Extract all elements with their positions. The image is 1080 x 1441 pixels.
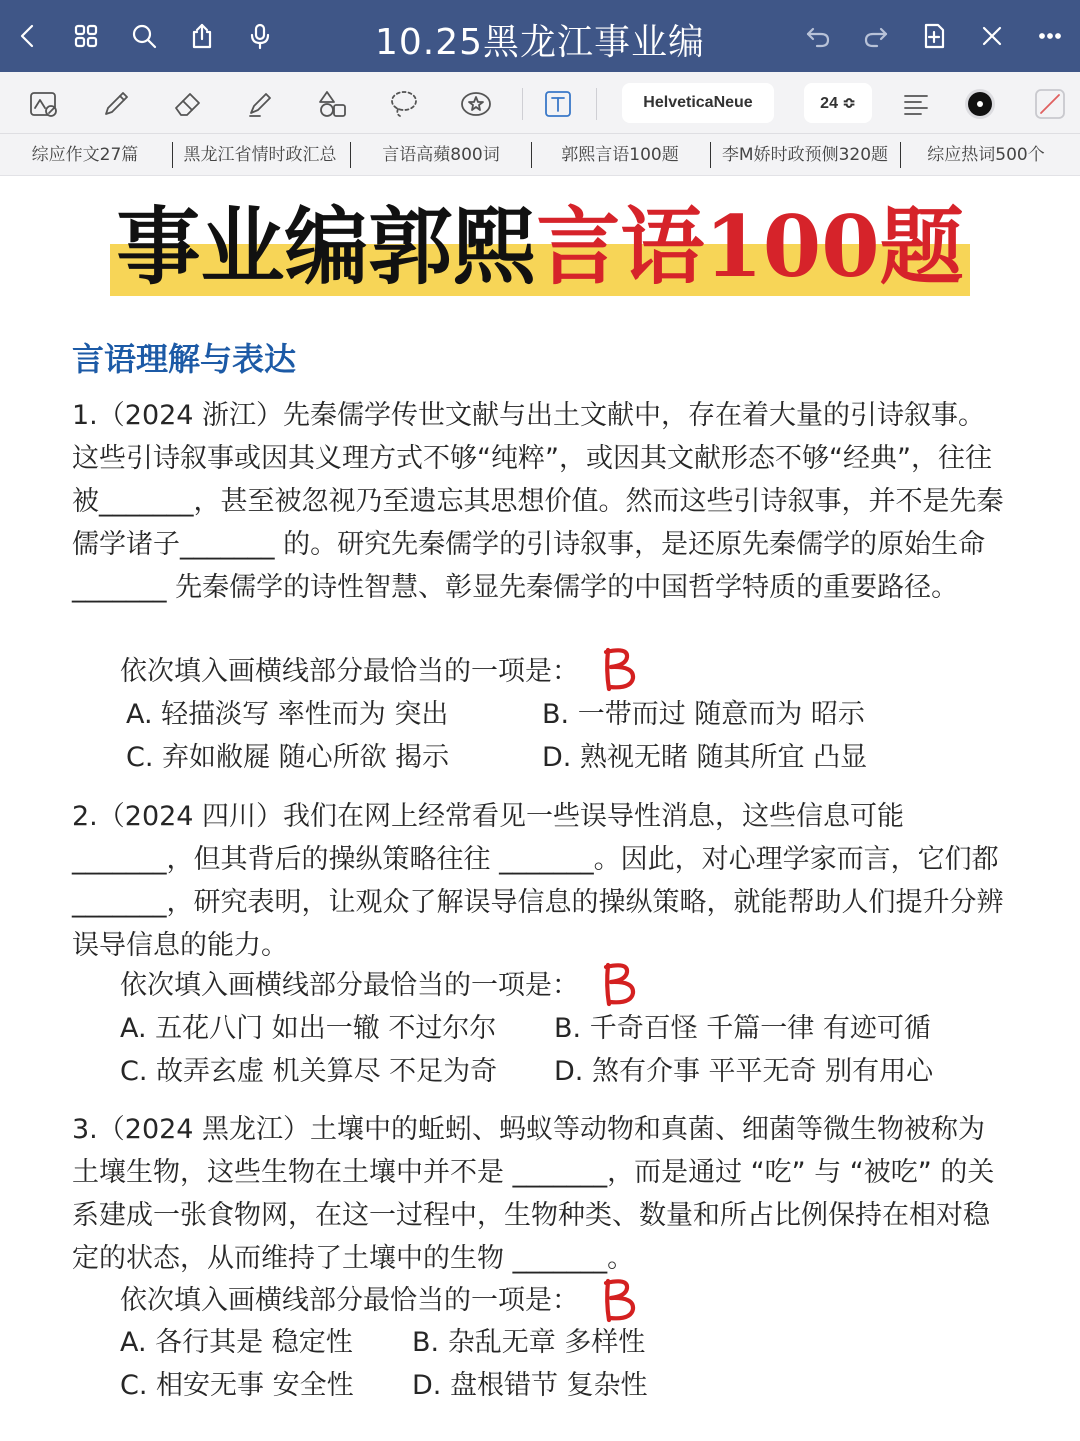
question-3-option-b: B. 杂乱无章 多样性 xyxy=(412,1327,646,1358)
bookmark-tabs xyxy=(0,134,1080,176)
page-title: 10.25黑龙江事业编 xyxy=(374,22,706,63)
redo-icon[interactable] xyxy=(858,18,894,54)
question-1-option-d: D. 熟视无睹 随其所宜 凸显 xyxy=(542,742,868,773)
tab-item[interactable]: 李M娇时政预侧320题 xyxy=(721,145,889,165)
tab-divider xyxy=(172,142,173,168)
add-page-icon[interactable] xyxy=(916,18,952,54)
question-2-option-b: B. 千奇百怪 千篇一律 有迹可循 xyxy=(554,1013,931,1044)
tab-divider xyxy=(900,142,901,168)
handwritten-answer-b-icon xyxy=(600,960,640,1008)
sticker-icon[interactable] xyxy=(454,82,498,126)
grid-icon[interactable] xyxy=(68,18,104,54)
back-icon[interactable] xyxy=(10,18,46,54)
section-heading: 言语理解与表达 xyxy=(72,340,297,378)
toolbar-divider xyxy=(596,88,597,120)
question-1-option-c: C. 弃如敝屣 随心所欲 揭示 xyxy=(126,742,450,773)
close-icon[interactable] xyxy=(974,18,1010,54)
question-2-text: 2.（2024 四川）我们在网上经常看见一些误导性消息，这些信息可能_______，但其背后的操纵策略往往 _______。因此，对心理学家而言，它们都 _______，研究表明，让观众了解误导信息的操纵策略，就能帮助人们提升分辨误导信息的能力。 xyxy=(72,801,1004,961)
search-icon[interactable] xyxy=(126,18,162,54)
font-size-selector[interactable]: 24 ≎ xyxy=(804,83,872,123)
title-bar xyxy=(0,0,1080,72)
document-title-accent: 言语100题 xyxy=(536,197,964,296)
text-tool-icon[interactable] xyxy=(536,82,580,126)
document-title-main: 事业编郭熙 xyxy=(116,197,537,296)
color-picker-button[interactable] xyxy=(958,82,1002,126)
question-1-option-b: B. 一带而过 随意而为 昭示 xyxy=(542,699,865,730)
image-edit-icon[interactable] xyxy=(22,82,66,126)
text-align-icon[interactable] xyxy=(894,82,938,126)
question-1-prompt: 依次填入画横线部分最恰当的一项是： xyxy=(120,656,579,687)
font-family-selector[interactable]: HelveticaNeue xyxy=(622,83,774,123)
drawing-toolbar xyxy=(0,72,1080,134)
microphone-icon[interactable] xyxy=(242,18,278,54)
question-1-text: 1.（2024 浙江）先秦儒学传世文献与出土文献中，存在着大量的引诗叙事。这些引诗叙事或因其义理方式不够“纯粹”，或因其文献形态不够“经典”，往往被_______，甚至被忽视乃至遗忘其思想价值。然而这些引诗叙事，并不是先秦儒学诸子_______ 的。研究先秦儒学的引诗叙事，是还原先秦儒学的原始生命_______ 先秦儒学的诗性智慧、彰显先秦儒学的中国哲学特质的重要路径。 xyxy=(72,400,1004,603)
pen-icon[interactable] xyxy=(94,82,138,126)
question-2-option-d: D. 煞有介事 平平无奇 别有用心 xyxy=(554,1056,934,1087)
question-2-prompt: 依次填入画横线部分最恰当的一项是： xyxy=(120,970,579,1001)
question-3-option-a: A. 各行其是 稳定性 xyxy=(120,1327,353,1358)
no-fill-icon[interactable] xyxy=(1028,82,1072,126)
tab-item[interactable]: 言语高蘋800词 xyxy=(382,145,500,165)
tab-divider xyxy=(531,142,532,168)
tab-item-active[interactable]: 郭熙言语100题 xyxy=(561,145,679,165)
undo-icon[interactable] xyxy=(800,18,836,54)
question-3-option-c: C. 相安无事 安全性 xyxy=(120,1370,354,1401)
handwritten-answer-b-icon xyxy=(600,1276,640,1324)
shapes-icon[interactable] xyxy=(310,82,354,126)
toolbar-divider xyxy=(522,88,523,120)
eraser-icon[interactable] xyxy=(166,82,210,126)
handwritten-answer-b-icon xyxy=(600,645,640,693)
tab-divider xyxy=(710,142,711,168)
lasso-icon[interactable] xyxy=(382,82,426,126)
question-2-option-c: C. 故弄玄虚 机关算尽 不足为奇 xyxy=(120,1056,498,1087)
highlighter-icon[interactable] xyxy=(238,82,282,126)
question-3-option-d: D. 盘根错节 复杂性 xyxy=(412,1370,648,1401)
more-icon[interactable] xyxy=(1032,18,1068,54)
question-2-option-a: A. 五花八门 如出一辙 不过尔尔 xyxy=(120,1013,497,1044)
question-3-prompt: 依次填入画横线部分最恰当的一项是： xyxy=(120,1285,579,1316)
tab-divider xyxy=(350,142,351,168)
share-icon[interactable] xyxy=(184,18,220,54)
document-title xyxy=(110,192,970,302)
question-3-text: 3.（2024 黑龙江）土壤中的蚯蚓、蚂蚁等动物和真菌、细菌等微生物被称为土壤生物，这些生物在土壤中并不是 _______，而是通过 “吃” 与 “被吃” 的关系建成一张食物网，在这一过程中，生物种类、数量和所占比例保持在相对稳定的状态，从而维持了土壤中的生物 _______。 xyxy=(72,1114,995,1274)
tab-item[interactable]: 综应热词500个 xyxy=(927,145,1045,165)
tab-item[interactable]: 黑龙江省情时政汇总 xyxy=(183,145,337,165)
tab-item[interactable]: 综应作文27篇 xyxy=(31,145,139,165)
question-1-option-a: A. 轻描淡写 率性而为 突出 xyxy=(126,699,449,730)
